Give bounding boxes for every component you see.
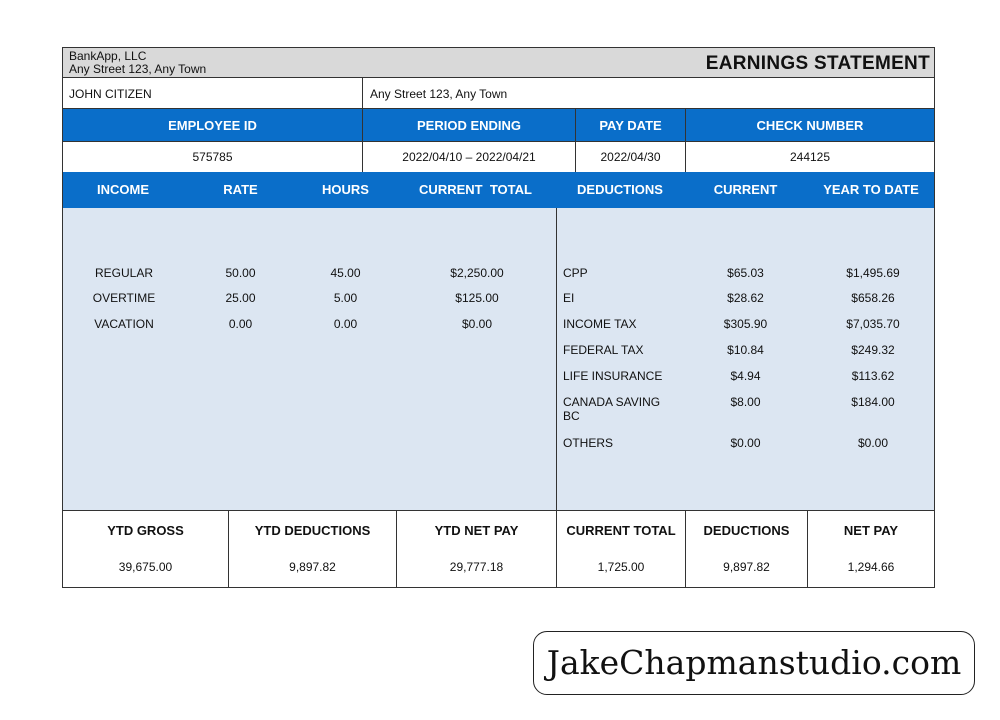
company-address: Any Street 123, Any Town bbox=[69, 62, 207, 76]
deduction-current: $8.00 bbox=[730, 395, 761, 409]
company-info bbox=[69, 50, 206, 76]
income-total: $125.00 bbox=[455, 291, 499, 305]
rate-header: RATE bbox=[223, 182, 258, 197]
income-header: INCOME bbox=[97, 182, 149, 197]
deduction-name: LIFE INSURANCE bbox=[563, 369, 663, 383]
employee-address: Any Street 123, Any Town bbox=[370, 87, 508, 101]
pay-date-value: 2022/04/30 bbox=[600, 150, 661, 164]
info-values-row bbox=[63, 141, 934, 172]
watermark: JakeChapmanstudio.com bbox=[533, 631, 975, 695]
deduction-current: $4.94 bbox=[730, 369, 761, 383]
employee-row bbox=[63, 78, 934, 109]
statement-header bbox=[63, 48, 934, 78]
income-hours: 0.00 bbox=[333, 317, 358, 331]
ytd-net-pay-label: YTD NET PAY bbox=[434, 523, 519, 538]
current-total-value: 1,725.00 bbox=[597, 560, 645, 574]
deductions-total-value: 9,897.82 bbox=[723, 560, 770, 574]
income-name: VACATION bbox=[94, 317, 154, 331]
income-total: $0.00 bbox=[461, 317, 493, 331]
table-body bbox=[63, 208, 934, 510]
net-pay-label: NET PAY bbox=[843, 523, 899, 538]
deduction-ytd: $184.00 bbox=[851, 395, 895, 409]
info-header-row bbox=[63, 109, 934, 141]
deduction-ytd: $1,495.69 bbox=[846, 266, 900, 280]
income-rate: 0.00 bbox=[228, 317, 253, 331]
deduction-name: OTHERS bbox=[563, 436, 614, 450]
ytd-gross-value: 39,675.00 bbox=[118, 560, 173, 574]
income-rate: 50.00 bbox=[225, 266, 256, 280]
deduction-current: $305.90 bbox=[723, 317, 768, 331]
deduction-current: $10.84 bbox=[727, 343, 764, 357]
current-header: CURRENT bbox=[713, 182, 778, 197]
period-ending-value: 2022/04/10 – 2022/04/21 bbox=[402, 150, 536, 164]
ytd-gross-label: YTD GROSS bbox=[107, 523, 184, 538]
deductions-header: DEDUCTIONS bbox=[577, 182, 663, 197]
deduction-name: CANADA SAVING BC bbox=[563, 395, 661, 423]
company-name: BankApp, LLC bbox=[69, 49, 147, 63]
ytd-deductions-label: YTD DEDUCTIONS bbox=[254, 523, 371, 538]
employee-name: JOHN CITIZEN bbox=[69, 87, 152, 101]
ytd-header: YEAR TO DATE bbox=[823, 182, 919, 197]
income-name: REGULAR bbox=[94, 266, 153, 280]
income-total: $2,250.00 bbox=[450, 266, 504, 280]
table-header-row bbox=[63, 172, 934, 208]
pay-date-header: PAY DATE bbox=[599, 118, 662, 133]
statement-title: EARNINGS STATEMENT bbox=[705, 53, 930, 74]
deduction-current: $28.62 bbox=[727, 291, 764, 305]
deduction-current: $65.03 bbox=[727, 266, 764, 280]
deduction-current: $0.00 bbox=[730, 436, 761, 450]
hours-header: HOURS bbox=[322, 182, 369, 197]
period-ending-header: PERIOD ENDING bbox=[416, 118, 521, 133]
employee-id-header: EMPLOYEE ID bbox=[168, 118, 257, 133]
earnings-statement bbox=[62, 47, 935, 588]
deduction-ytd: $249.32 bbox=[851, 343, 895, 357]
current-total-label: CURRENT TOTAL bbox=[566, 523, 676, 538]
deduction-name: FEDERAL TAX bbox=[563, 343, 644, 357]
employee-id-value: 575785 bbox=[192, 150, 233, 164]
deductions-total-label: DEDUCTIONS bbox=[703, 523, 790, 538]
ytd-net-pay-value: 29,777.18 bbox=[449, 560, 504, 574]
income-name: OVERTIME bbox=[92, 291, 156, 305]
deduction-name: INCOME TAX bbox=[563, 317, 637, 331]
deduction-name: CPP bbox=[563, 266, 588, 280]
current-total-header: CURRENT TOTAL bbox=[419, 182, 532, 197]
deduction-name: EI bbox=[563, 291, 575, 305]
check-number-header: CHECK NUMBER bbox=[756, 118, 864, 133]
ytd-deductions-value: 9,897.82 bbox=[289, 560, 336, 574]
deduction-ytd: $658.26 bbox=[851, 291, 895, 305]
income-hours: 45.00 bbox=[330, 266, 361, 280]
check-number-value: 244125 bbox=[789, 150, 831, 164]
income-hours: 5.00 bbox=[333, 291, 358, 305]
deduction-ytd: $7,035.70 bbox=[846, 317, 900, 331]
deduction-ytd: $113.62 bbox=[851, 369, 895, 383]
deduction-ytd: $0.00 bbox=[857, 436, 889, 450]
income-rate: 25.00 bbox=[225, 291, 256, 305]
net-pay-value: 1,294.66 bbox=[847, 560, 895, 574]
